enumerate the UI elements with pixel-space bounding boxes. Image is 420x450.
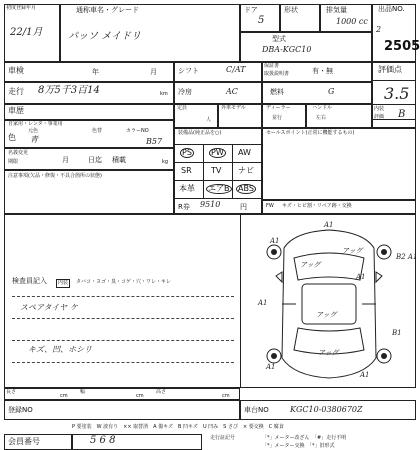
name-change-day: 日迄 — [88, 156, 102, 164]
r-ticket-unit: 円 — [240, 203, 247, 211]
chassis-label: 車台NO — [244, 406, 269, 414]
registration-label: 登録NO — [8, 406, 33, 414]
r-ticket-value: 9510 — [200, 200, 221, 209]
inspection-rule — [12, 318, 234, 319]
model-value: DBA-KGC10 — [262, 45, 312, 54]
dimensions-box — [4, 388, 240, 400]
car-name-label: 通称車名・グレード — [76, 6, 139, 14]
damage-mark: B1 — [392, 329, 402, 337]
damage-mark: A1 — [266, 363, 276, 371]
equip-grid-line — [203, 144, 204, 198]
equip-airbag: エアB — [208, 184, 230, 193]
sales-point-box — [262, 128, 416, 200]
car-name-value: パッソ メイドリ — [68, 31, 141, 42]
name-change-label: 名義変更 — [8, 150, 29, 156]
history-box — [4, 104, 174, 120]
first-registration-label: 初度登録年月 — [6, 5, 37, 11]
lot-number-label: 出品NO. — [378, 5, 405, 13]
width-label: 幅 — [80, 389, 86, 395]
inspection-note-2: キズ、凹、ホシリ — [28, 345, 93, 354]
damage-legend: P 要塗装 W 波有り ×× 取替済 A 傷キズ B 凹キズ U 凹み S さび × 要交換 C 腐食 — [72, 424, 284, 430]
name-change-deadline: 期限 — [8, 159, 19, 165]
fuel-label: 燃料 — [270, 88, 284, 96]
equip-leather: 本革 — [179, 184, 195, 193]
handwritten-mark: アッグ — [300, 261, 321, 269]
ac-label: 冷房 — [178, 88, 192, 96]
inspection-rule — [12, 362, 234, 363]
handwritten-mark: アッグ — [318, 349, 339, 357]
color2-label: 色替 — [92, 128, 103, 134]
load-unit: kg — [162, 159, 169, 165]
shape-label: 形状 — [284, 6, 298, 14]
mileage-label: 走行 — [8, 87, 24, 96]
interior-grade-value: B — [398, 109, 406, 120]
color-sub-label: 元色 — [28, 128, 39, 134]
damage-mark: A1 — [356, 273, 366, 281]
handle-label: ハンドル — [312, 105, 333, 111]
inspection-rule — [12, 340, 234, 341]
lot-number-small: 2 — [376, 25, 382, 34]
equip-pw: PW — [211, 148, 224, 157]
damage-mark: A1 — [324, 221, 334, 229]
inspection-note-1: スペアタイヤ ケ — [20, 303, 78, 312]
width-unit: cm — [136, 393, 144, 399]
height-label: 高さ — [156, 389, 167, 395]
capacity-label: 定員 — [177, 105, 188, 111]
lot-number-value: 2505 — [384, 39, 420, 54]
warranty-label: 保証書 — [264, 63, 280, 69]
height-unit: cm — [222, 393, 230, 399]
inspector-label: 検査員記入 — [12, 277, 47, 285]
equip-sr: SR — [181, 166, 192, 175]
handwritten-mark: アッグ — [342, 247, 363, 255]
mileage-value: 8万5千3百14 — [38, 85, 100, 96]
damage-mark: A1 — [270, 237, 280, 245]
grade-label: 評価点 — [378, 65, 402, 74]
inspection-rule — [12, 296, 234, 297]
odometer-text-2: 「*」メーター交換 「*」旧形式 — [262, 443, 335, 449]
usage-label: 自家用・レンタ・事業用 — [8, 121, 63, 127]
shaken-year-unit: 年 — [92, 68, 99, 76]
equip-navi: ナビ — [238, 166, 254, 175]
grade-value: 3.5 — [384, 84, 410, 103]
displacement-value: 1000 cc — [336, 17, 368, 26]
chassis-value: KGC10-0380670Z — [290, 405, 363, 414]
color-no-label: カラーNO — [126, 128, 149, 134]
doors-label: ドア — [244, 6, 258, 14]
fw-value: キズ・ヒビ割・リペア跡・交換 — [282, 203, 352, 209]
fw-label: FW — [266, 203, 274, 209]
name-change-month: 月 — [62, 156, 69, 164]
warranty-sub: 取扱説明書 — [264, 71, 290, 77]
inspection-defect-list: タバコ・ヨゴ・臭・コゲ・穴・ワレ・キレ — [76, 279, 171, 285]
inspection-divider — [240, 214, 241, 388]
interior-grade-label: 内装 — [374, 106, 385, 112]
model-label: 型式 — [272, 35, 286, 43]
first-registration-value: 22/1月 — [10, 27, 43, 38]
equip-aw: AW — [238, 148, 251, 157]
equip-grid-line — [174, 198, 262, 199]
equip-abs: ABS — [238, 184, 254, 193]
mileage-unit: km — [160, 91, 168, 97]
shaken-box — [4, 62, 174, 82]
shift-value: C/AT — [226, 65, 246, 74]
fuel-value: G — [328, 87, 335, 96]
damage-mark: A1 — [360, 371, 370, 379]
registration-box — [4, 400, 240, 420]
dealer-label: ディーラー — [266, 105, 291, 111]
warranty-value: 有・無 — [312, 67, 333, 75]
handwritten-mark: アッグ — [316, 311, 337, 319]
equip-grid-line — [232, 144, 233, 198]
equip-ps: PS — [182, 148, 192, 157]
color-value: 青 — [30, 135, 38, 144]
member-number-value: 5 6 8 — [90, 435, 116, 446]
handle-value: 左右 — [316, 115, 327, 121]
equip-grid-line — [174, 180, 262, 181]
color-no-value: B57 — [146, 137, 163, 146]
odometer-label: 走行証記号 — [210, 435, 236, 441]
length-unit: cm — [60, 393, 68, 399]
length-label: 長さ — [6, 389, 17, 395]
interior-grade-sub: 評価 — [374, 114, 385, 120]
equipment-label: 装備品(純正品を○) — [178, 130, 222, 136]
notes-label: 注意事項(欠品・修復・不具合箇所の状態) — [8, 173, 102, 179]
color-label: 色 — [8, 133, 16, 142]
ac-value: AC — [226, 87, 238, 96]
damage-mark: B2 A1 — [396, 253, 418, 261]
equip-tv: TV — [211, 166, 222, 175]
history-label: 車歴 — [8, 106, 24, 115]
equip-grid-line — [174, 162, 262, 163]
load-label: 積載 — [112, 156, 126, 164]
inspection-interior-label: 内装 — [58, 280, 69, 286]
capacity-unit: 人 — [206, 117, 212, 123]
odometer-text: 「*」メーター改ざん 「#」走行不明 — [262, 435, 347, 441]
dealer-value: 並行 — [272, 115, 283, 121]
member-number-label: 会員番号 — [8, 437, 40, 446]
exterior-model-label: 外車モデル — [221, 105, 246, 111]
shaken-label: 車検 — [8, 66, 24, 75]
displacement-label: 排気量 — [326, 6, 347, 14]
damage-mark: A1 — [258, 299, 268, 307]
equip-grid-line — [174, 144, 262, 145]
sales-point-label: セールスポイント(正常に機能するもの) — [266, 130, 355, 136]
shaken-month-unit: 月 — [150, 68, 157, 76]
doors-value: 5 — [258, 15, 265, 26]
r-ticket-label: R券 — [178, 203, 190, 211]
shift-label: シフト — [178, 67, 199, 75]
grade-divider — [372, 80, 416, 81]
